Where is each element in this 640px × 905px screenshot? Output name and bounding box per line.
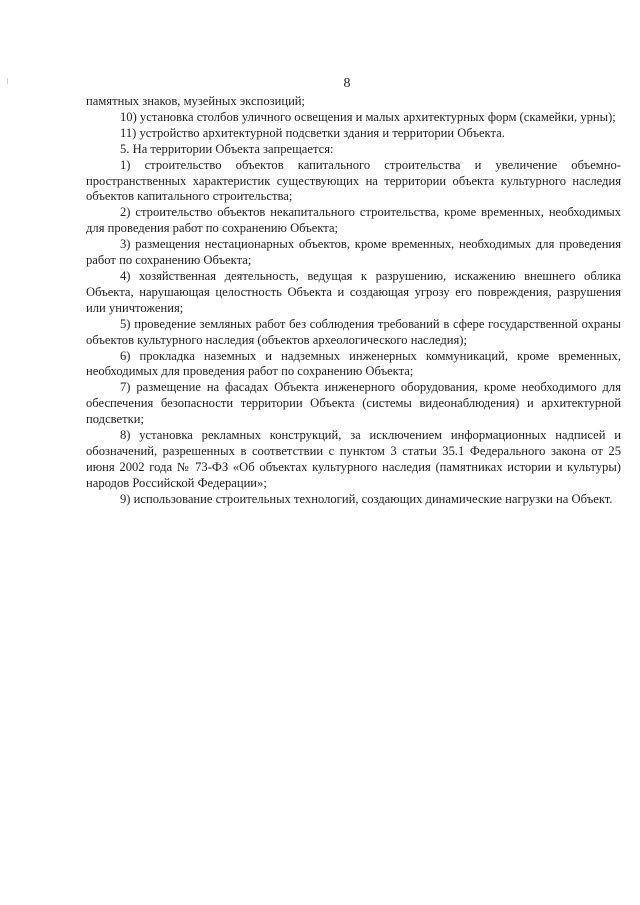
paragraph-prohibition-9: 9) использование строительных технологий, создающих динамические нагрузки на Объект. bbox=[120, 491, 613, 506]
paragraph-prohibition-2: 2) строительство объектов некапитального строительства, кроме временных, необходимых для проведения работ по сохранению Объекта; bbox=[86, 205, 621, 236]
paragraph-item-11: 11) устройство архитектурной подсветки здания и территории Объекта. bbox=[120, 125, 505, 140]
page-number: 8 bbox=[343, 76, 351, 91]
paragraph-prohibition-1: 1) строительство объектов капитального строительства и увеличение объемно-пространственных характеристик существующих на территории объекта культурного наследия объектов капитального строительства; bbox=[86, 157, 621, 204]
paragraph-prohibition-7: 7) размещение на фасадах Объекта инженерного оборудования, кроме необходимого для обеспечения безопасности территории Объекта (системы видеонаблюдения) и архитектурной подсветки; bbox=[86, 380, 621, 427]
document-body bbox=[86, 94, 621, 508]
paragraph-prohibition-4: 4) хозяйственная деятельность, ведущая к разрушению, искажению внешнего облика Объекта, нарушающая целостность Объекта и создающая угрозу его повреждения, разрушения или уничтожения; bbox=[86, 268, 621, 315]
paragraph-prohibition-3: 3) размещения нестационарных объектов, кроме временных, необходимых для проведения работ по сохранению Объекта; bbox=[86, 237, 621, 268]
paragraph-continuation: памятных знаков, музейных экспозиций; bbox=[86, 94, 306, 108]
paragraph-prohibition-6: 6) прокладка наземных и надземных инженерных коммуникаций, кроме временных, необходимых для проведения работ по сохранению Объекта; bbox=[86, 348, 621, 379]
paragraph-item-10: 10) установка столбов уличного освещения и малых архитектурных форм (скамейки, урны); bbox=[120, 109, 616, 124]
paragraph-section-5-heading: 5. На территории Объекта запрещается: bbox=[120, 141, 334, 156]
paragraph-prohibition-5: 5) проведение земляных работ без соблюдения требований в сфере государственной охраны объектов культурного наследия (объектов археологического наследия); bbox=[86, 316, 621, 347]
paragraph-prohibition-8: 8) установка рекламных конструкций, за исключением информационных надписей и обозначений, разрешенных в соответствии с пунктом 3 статьи 35.1 Федерального закона от 25 июня 2002 года № 73-ФЗ «Об объектах культурного наследия (памятниках истории и культуры) народов Российской Федерации»; bbox=[86, 428, 621, 490]
